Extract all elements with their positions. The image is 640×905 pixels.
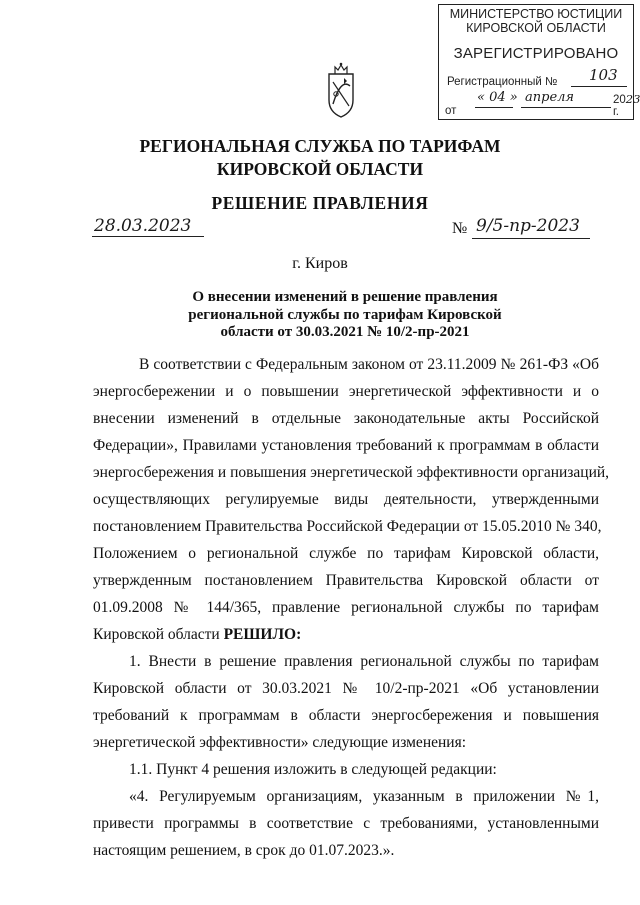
stamp-year-label: г.: [613, 106, 619, 118]
city: г. Киров: [292, 255, 348, 272]
document-subject: [120, 289, 570, 342]
document-date: 28.03.2023: [94, 216, 192, 236]
body-line: 01.09.2008 № 144/365, правление региональной службы по тарифам: [93, 599, 599, 616]
org-name-line2: КИРОВСКОЙ ОБЛАСТИ: [216, 159, 424, 179]
body-line: Федерации», Правилами установления требований к программам в области: [93, 437, 599, 454]
org-name-line1: РЕГИОНАЛЬНАЯ СЛУЖБА ПО ТАРИФАМ: [139, 136, 501, 156]
subject-line3: области от 30.03.2021 № 10/2-пр-2021: [220, 324, 470, 340]
registration-stamp: [438, 4, 640, 120]
subject-line2: региональной службы по тарифам Кировской: [188, 306, 502, 323]
body-line: внесении изменений в отдельные законодательные акты Российской: [93, 410, 599, 427]
stamp-year-suffix: 23: [625, 92, 640, 106]
stamp-year-prefix: 20: [613, 94, 626, 106]
kirov-region-coat-of-arms-icon: [321, 60, 361, 120]
body-line: утвержденным постановлением Правительства Кировской области от: [93, 572, 599, 589]
stamp-year: [613, 92, 640, 118]
body-line: постановлением Правительства Российской Федерации от 15.05.2010 № 340,: [93, 518, 602, 535]
body-line: 1.1. Пункт 4 решения изложить в следующей редакции:: [129, 761, 497, 778]
body-line: «4. Регулируемым организациям, указанным в приложении №1,: [129, 788, 599, 805]
body-line-resolved: [93, 626, 599, 644]
body-line: энергосбережения и повышения энергетической эффективности организаций,: [93, 464, 610, 481]
stamp-from-label: от: [445, 105, 457, 117]
resolved-keyword: РЕШИЛО:: [223, 626, 302, 643]
date-underline: [92, 236, 204, 237]
document-type: РЕШЕНИЕ ПРАВЛЕНИЯ: [211, 193, 429, 213]
body-line: 1. Внести в решение правления региональной службы по тарифам: [129, 653, 599, 670]
number-sign: №: [452, 220, 468, 237]
body-text: Кировской области: [93, 626, 224, 643]
stamp-reg-label: Регистрационный №: [447, 76, 558, 88]
body-line: энергетической эффективности» следующие изменения:: [93, 734, 467, 751]
body-line: привести программы в соответствие с требованиями, установленными: [93, 815, 599, 832]
stamp-month: апреля: [525, 90, 575, 105]
stamp-day: « 04 »: [477, 90, 518, 105]
subject-line1: О внесении изменений в решение правления: [192, 289, 498, 305]
body-line: требований к программам в области энергосбережения и повышения: [93, 707, 599, 724]
stamp-ministry-line2: КИРОВСКОЙ ОБЛАСТИ: [466, 21, 606, 35]
body-line: Положением о региональной службе по тарифам Кировской области,: [93, 545, 599, 562]
stamp-reg-number: 103: [589, 66, 618, 84]
stamp-registered: ЗАРЕГИСТРИРОВАНО: [453, 45, 619, 62]
body-line: осуществляющих регулируемые виды деятельности, утвержденными: [93, 491, 599, 508]
stamp-ministry-line1: МИНИСТЕРСТВО ЮСТИЦИИ: [449, 7, 623, 21]
body-line: В соответствии с Федеральным законом от 23.11.2009 № 261-ФЗ «Об: [139, 356, 599, 373]
body-line: энергосбережении и о повышении энергетической эффективности и о: [93, 383, 599, 400]
number-underline: [472, 238, 590, 239]
document-number: 9/5-пр-2023: [476, 216, 580, 236]
body-line: настоящим решением, в срок до 01.07.2023.».: [93, 842, 395, 859]
body-line: Кировской области от 30.03.2021 № 10/2-пр-2021 «Об установлении: [93, 680, 599, 697]
